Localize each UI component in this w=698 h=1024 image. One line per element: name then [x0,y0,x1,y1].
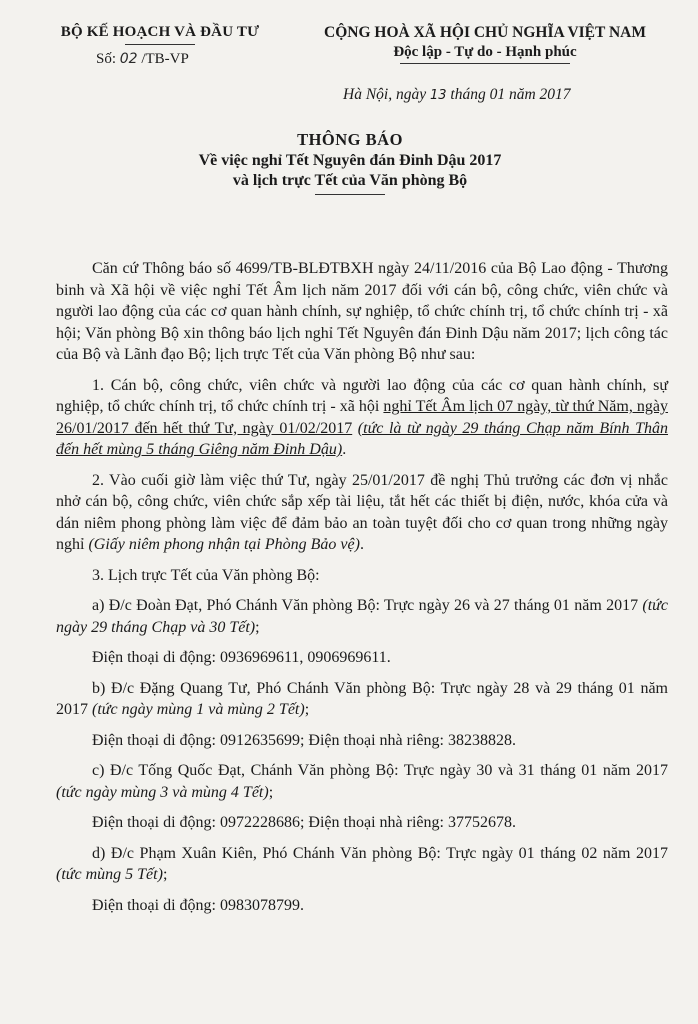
item-2-end: . [359,536,364,553]
national-header [300,24,670,64]
duty-d-end: ; [162,866,168,883]
item-1-end: . [342,441,347,458]
item-1-note: (tức là từ ngày 29 tháng Chạp năm Bính Thân đến hết mùng 5 tháng Giêng năm Đinh Dậu) [56,419,669,458]
title-divider [315,194,385,195]
duty-a-note: (tức ngày 29 tháng Chạp và 30 Tết) [56,597,668,636]
title-subject-2: và lịch trực Tết của Văn phòng Bộ [232,172,468,189]
duty-a-text: a) Đ/c Đoàn Đạt, Phó Chánh Văn phòng Bộ: Trực ngày 26 và 27 tháng 01 năm 2017 [92,597,643,614]
duty-c-paragraph [56,760,668,803]
duty-b-phone: Điện thoại di động: 0912635699; Điện thoại nhà riêng: 38238828. [92,731,516,749]
national-motto: Độc lập - Tự do - Hạnh phúc [393,44,577,60]
duty-a-phone: Điện thoại di động: 0936969611, 0906969611. [92,649,391,666]
title-main: THÔNG BÁO [297,130,403,149]
issuer-block [40,24,280,68]
date-day-handwritten: 13 [429,88,447,103]
duty-c-text: c) Đ/c Tống Quốc Đạt, Chánh Văn phòng Bộ: Trực ngày 30 và 31 tháng 01 năm 2017 [92,762,668,779]
duty-b-note: (tức ngày mùng 1 và mùng 2 Tết) [92,701,305,718]
item-1-paragraph [56,375,668,461]
notice-title [120,130,580,195]
duty-a-paragraph [56,595,668,638]
intro-paragraph: Căn cứ Thông báo số 4699/TB-BLĐTBXH ngày 24/11/2016 của Bộ Lao động - Thương binh và Xã hội về việc nghỉ Tết Âm lịch năm 2017 đối với cán bộ, công chức, viên chức và người lao động của các cơ quan hành chính, sự nghiệp, tổ chức chính trị, tổ chức chính trị - xã hội; Văn phòng Bộ xin thông báo lịch nghỉ Tết Nguyên đán Đinh Dậu năm 2017; lịch công tác của Bộ và Lãnh đạo Bộ; lịch trực Tết của Văn phòng Bộ như sau: [56,260,668,363]
date-suffix: tháng 01 năm 2017 [450,86,571,103]
duty-d-phone: Điện thoại di động: 0983078799. [92,896,304,914]
duty-d-text: d) Đ/c Phạm Xuân Kiên, Phó Chánh Văn phòng Bộ: Trực ngày 01 tháng 02 năm 2017 [92,844,668,862]
document-number [40,51,280,68]
doc-no-handwritten: 02 [119,51,138,67]
duty-a-end: ; [255,618,260,636]
item-2-text: 2. Vào cuối giờ làm việc thứ Tư, ngày 25/01/2017 đề nghị Thủ trưởng các đơn vị nhắc nhở cán bộ, công chức, viên chức sắp xếp tài liệu, tắt hết các thiết bị điện, nước, khóa cửa và dán niêm phong phòng làm việc để đảm bảo an toàn tuyệt đối cho cơ quan trong những ngày nghỉ [56,471,668,553]
item-3-heading: 3. Lịch trực Tết của Văn phòng Bộ: [92,566,320,584]
ministry-name: BỘ KẾ HOẠCH VÀ ĐẦU TƯ [60,24,260,40]
issuer-divider [125,44,195,45]
date-prefix: Hà Nội, ngày [343,86,427,103]
duty-d-note: (tức mùng 5 Tết) [56,866,163,883]
duty-c-phone: Điện thoại di động: 0972228686; Điện thoại nhà riêng: 37752678. [92,814,516,831]
item-1-text: 1. Cán bộ, công chức, viên chức và người lao động của các cơ quan hành chính, sự nghiệp, tổ chức chính trị, tổ chức chính trị - xã hội [56,376,668,415]
duty-c-note: (tức ngày mùng 3 và mùng 4 Tết) [56,783,269,801]
item-1-underlined: nghỉ Tết Âm lịch 07 ngày, từ thứ Năm, ngày 26/01/2017 đến hết thứ Tư, ngày 01/02/2017 [56,398,669,437]
duty-b-text: b) Đ/c Đặng Quang Tư, Phó Chánh Văn phòng Bộ: Trực ngày 28 và 29 tháng 01 năm 2017 [56,679,668,718]
duty-b-paragraph [56,678,668,721]
country-name: CỘNG HOÀ XÃ HỘI CHỦ NGHĨA VIỆT NAM [324,24,646,41]
duty-d-paragraph [56,843,668,886]
date-line [343,86,571,104]
duty-b-end: ; [304,701,310,718]
motto-divider [400,63,570,64]
doc-no-suffix: /TB-VP [141,51,189,67]
doc-no-prefix: Số: [96,51,117,67]
duty-c-end: ; [268,783,274,801]
title-subject-1: Về việc nghỉ Tết Nguyên đán Đinh Dậu 2017 [198,152,502,169]
item-2-paragraph [56,470,668,556]
notice-body [56,258,668,925]
item-2-note: (Giấy niêm phong nhận tại Phòng Bảo vệ) [88,536,360,553]
